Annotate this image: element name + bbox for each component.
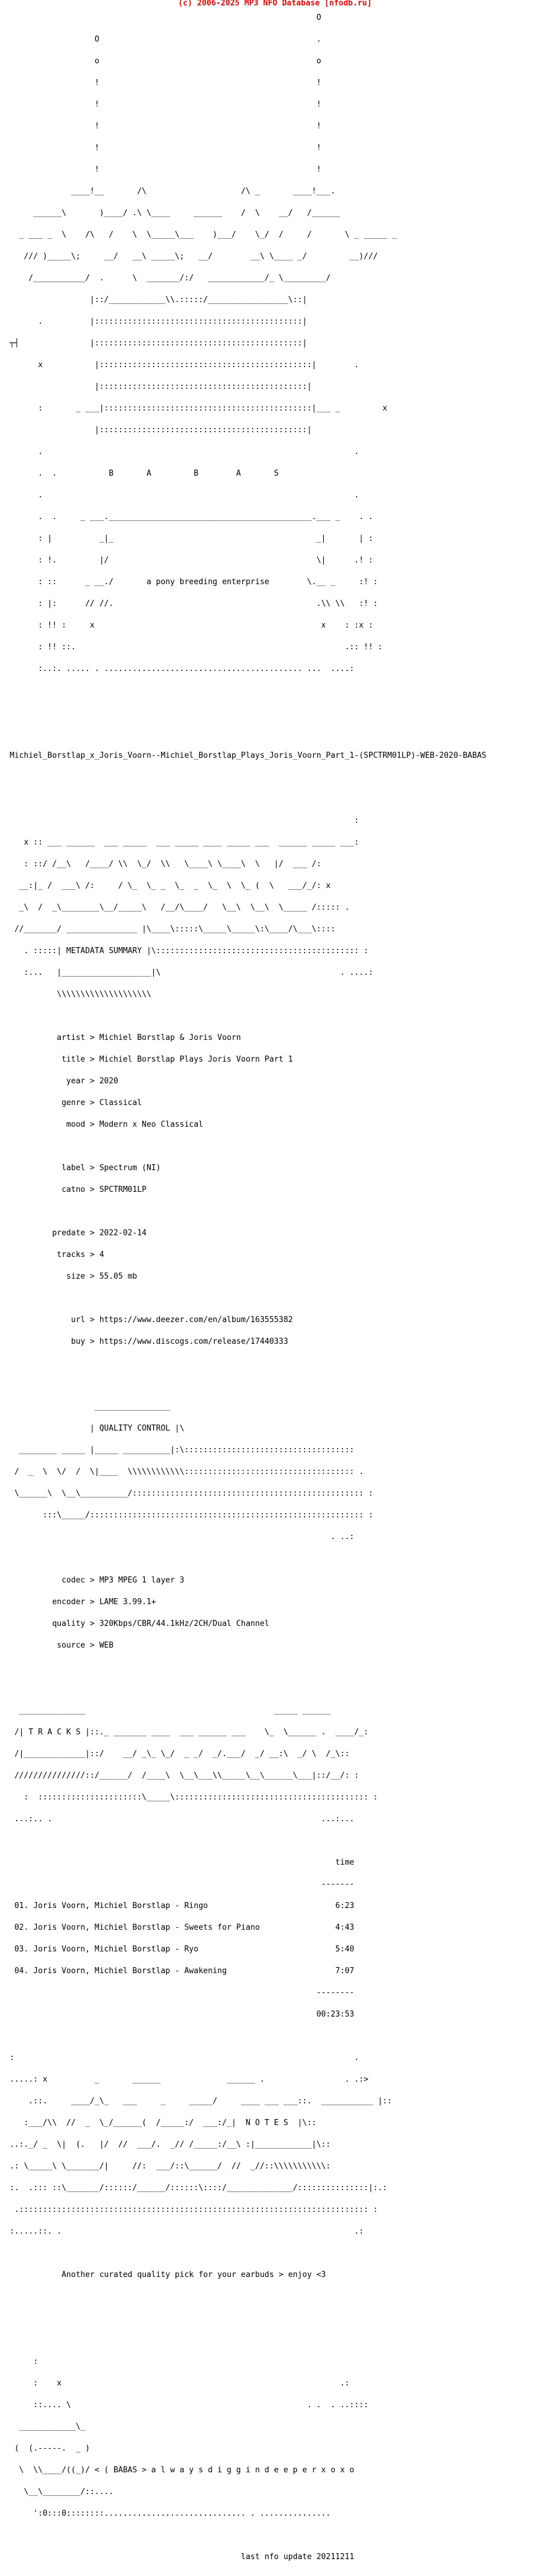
logo-art-line: : !! ::. .:: !! :	[10, 643, 383, 652]
quality-art-line: ________ _____ |_____ __________|:\::::::::::::::::::::::::::::::::::::	[10, 1446, 355, 1455]
blank-line	[10, 1360, 487, 1367]
metadata-art-line: x :: ___ ______ ___ _____ ___ _____ ____ _____ ___ ______ _____ ___:	[10, 838, 359, 847]
metadata-art-line: : ::/ /__\ /____/ \\ \_/ \\ \____\ \____\ \ |/ ___ /:	[10, 860, 321, 869]
metadata-art-line: \\\\\\\\\\\\\\\\\\\\	[10, 990, 151, 999]
metadata-art-line: //_______/ _______________ |\____\:::::\_____\_____\:\____/\___\::::	[10, 925, 336, 934]
metadata-row: genre > Classical	[10, 1098, 142, 1107]
metadata-row: artist > Michiel Borstlap & Joris Voorn	[10, 1033, 241, 1042]
blank-line	[10, 1555, 487, 1563]
logo-art-line: ______\ )____/ .\ \____ ______ / \ __/ /______	[10, 209, 340, 218]
footer-art-line: ::.... \ . . . ..::::	[10, 2401, 368, 2410]
metadata-row: size > 55.05 mb	[10, 1272, 138, 1281]
total-time: 00:23:53	[10, 2010, 355, 2019]
blank-line	[10, 2033, 487, 2040]
track-row: 02. Joris Voorn, Michiel Borstlap - Sweets for Piano 4:43	[10, 1923, 355, 1932]
logo-art-line: . .	[10, 491, 359, 500]
tracks-art-line: : ::::::::::::::::::::::\_____\::::::::::::::::::::::::::::::::::::::::: :	[10, 1793, 378, 1802]
quality-art-line: / _ \ \/ / \|____ \\\\\\\\\\\\:::::::::::::::::::::::::::::::::::: .	[10, 1467, 364, 1476]
tracks-time-header: time	[10, 1858, 355, 1867]
blank-line	[10, 1208, 487, 1215]
metadata-row: label > Spectrum (NI)	[10, 1164, 161, 1173]
logo-art-line: : !. |/ \| .! :	[10, 556, 373, 565]
logo-art-line: ┬┤ |::::::::::::::::::::::::::::::::::::::::::::|	[10, 339, 308, 348]
notes-art-line: .....: x _ ______ ______ . . .:>	[10, 2075, 368, 2084]
release-name: Michiel_Borstlap_x_Joris_Voorn--Michiel_Borstlap_Plays_Joris_Voorn_Part_1-(SPCTRM01LP)-WEB-2020-BABAS	[10, 751, 487, 760]
quality-art-line: \______\ \__\__________/::::::::::::::::::::::::::::::::::::::::::::::::: :	[10, 1489, 373, 1498]
quality-row: encoder > LAME 3.99.1+	[10, 1598, 156, 1607]
footer-art-line: ':0:::0::::::::.............................. . ...............	[10, 2509, 331, 2518]
notes-art-line: :___/\\ // _ \_/______( /_____:/ ___:/_| N O T E S |\::	[10, 2118, 317, 2127]
quality-row: source > WEB	[10, 1641, 114, 1650]
blank-line	[10, 1382, 487, 1389]
blank-line	[10, 1838, 487, 1845]
metadata-art-line: _\ / _\________\__/_____\ /__/\____/ \__\ \__\ \_____ /::::: .	[10, 903, 350, 912]
tagline-line: : :: _ __./ a pony breeding enterprise \.__ _ :! :	[10, 578, 378, 587]
notes-art-line: :.....::. . .:	[10, 2227, 364, 2236]
tracks-heading: /| T R A C K S |::._ _______ ____ ___ ______ ___ \_ \______ . ____/_:	[10, 1728, 368, 1737]
blank-line	[10, 796, 487, 803]
metadata-summary-heading: . :::::| METADATA SUMMARY |\::::::::::::::::::::::::::::::::::::::::::: :	[10, 946, 368, 956]
tracks-rule: -------	[10, 1880, 355, 1889]
logo-art-line: ! !	[10, 122, 321, 131]
metadata-art-line: __:|_ / ___\ /: / \_ \_ _ \_ _ \_ \ \_ ( \ ___/_/: x	[10, 881, 331, 890]
track-row: 04. Joris Voorn, Michiel Borstlap - Awakening 7:07	[10, 1967, 355, 1976]
logo-art-line: . . _ ___.___________________________________________.___ _ . .	[10, 512, 373, 521]
blank-line	[10, 2293, 487, 2300]
blank-line	[10, 1664, 487, 1671]
blank-line	[10, 2532, 487, 2539]
tracks-art-line: ______________ _____ ______	[10, 1706, 331, 1715]
notes-art-line: .: \_____\ \_______/| //: ___/::\______/ // _//::\\\\\\\\\\\:	[10, 2162, 331, 2171]
notes-art-line: :. .::: ::\_______/::::::/______/::::::\::::/______________/:::::::::::::::|:.:	[10, 2184, 388, 2193]
logo-art-line: x |:::::::::::::::::::::::::::::::::::::::::::::| .	[10, 361, 359, 370]
logo-art-line: |::::::::::::::::::::::::::::::::::::::::::::|	[10, 426, 312, 435]
logo-art-line: /___________/ . \ _______/:/ ____________/_ \_________/	[10, 274, 331, 283]
blank-line	[10, 1686, 487, 1693]
blank-line	[10, 1295, 487, 1302]
tracks-art-line: /|_____________|::/ __/ _\_ \_/ _ _/ _/.___/ _/ __:\ _/ \ /_\::	[10, 1749, 350, 1759]
nfodb-copyright-header[interactable]: (c) 2006-2025 MP3 NFO Database [nfodb.ru]	[178, 0, 372, 8]
quality-row: quality > 320Kbps/CBR/44.1kHz/2CH/Dual Channel	[10, 1619, 270, 1628]
logo-art-line: |::/____________\\.:::::/_________________\::|	[10, 295, 308, 304]
logo-art-line: |::::::::::::::::::::::::::::::::::::::::::::|	[10, 382, 312, 391]
logo-art-line: O .	[10, 35, 321, 44]
notes-heading: ..:._/ _ \| (. |/ // ___/. _// /_____:/__\ :|____________|\::	[10, 2140, 331, 2149]
blank-line	[10, 1013, 487, 1020]
metadata-row-url: url > https://www.deezer.com/en/album/163555382	[10, 1315, 293, 1324]
logo-art-line: : |: // //. .\\ \\ :! :	[10, 599, 378, 608]
metadata-row: year > 2020	[10, 1077, 119, 1086]
logo-art-line: ! !	[10, 100, 321, 109]
quality-art-line: :::\_____/:::::::::::::::::::::::::::::::::::::::::::::::::::::::::: :	[10, 1511, 373, 1520]
quality-art-line: . ..:	[10, 1532, 355, 1542]
blank-line	[10, 774, 487, 781]
logo-art-line: :..:. ..... . .......................................... ... ....:	[10, 664, 355, 673]
footer-art-line: ____________\_	[10, 2422, 86, 2431]
footer-art-line: : x .:	[10, 2379, 350, 2388]
blank-line	[10, 2315, 487, 2322]
logo-art-line: ____!__ /\ /\ _ ____!___.	[10, 187, 336, 196]
footer-art-line: ( (.-----. _ )	[10, 2444, 90, 2453]
nfo-document	[10, 7, 487, 2575]
metadata-row: title > Michiel Borstlap Plays Joris Voorn Part 1	[10, 1055, 293, 1064]
blank-line	[10, 709, 487, 716]
logo-art-line: _ ___ _ \ /\ / \ \_____\___ )___/ \_/ / / \ _ _____ _	[10, 230, 397, 239]
logo-art-line: : !! : x x : :x :	[10, 621, 373, 630]
logo-art-line: ! !	[10, 165, 321, 174]
logo-art-line: ! !	[10, 78, 321, 87]
blank-line	[10, 731, 487, 738]
logo-art-line: /// )_____\; __/ __\ _____\; __/ __\ \____ _/ __)///	[10, 252, 378, 261]
logo-art-line: : | _|_ _| | :	[10, 534, 373, 543]
logo-art-line: : _ ___|::::::::::::::::::::::::::::::::::::::::::::|___ _ x	[10, 404, 388, 413]
logo-art-line: O	[10, 13, 321, 22]
tracks-art-line: ///////////////::/______/ /____\ \__\___\\_____\__\______\___|::/__/: :	[10, 1771, 359, 1780]
notes-text: Another curated quality pick for your earbuds > enjoy <3	[10, 2270, 326, 2279]
blank-line	[10, 2250, 487, 2257]
metadata-row: predate > 2022-02-14	[10, 1229, 147, 1238]
metadata-art-line: :... |___________________|\ . ....:	[10, 968, 373, 977]
quality-art-line: ________________	[10, 1402, 171, 1411]
footer-slogan: \ \\____/((_)/ < ( BABAS > a l w a y s d i g g i n d e e p e r x o x o	[10, 2466, 355, 2475]
metadata-row: catno > SPCTRM01LP	[10, 1185, 147, 1194]
total-rule: --------	[10, 1988, 355, 1997]
metadata-row: tracks > 4	[10, 1250, 104, 1259]
blank-line	[10, 687, 487, 694]
metadata-row: mood > Modern x Neo Classical	[10, 1120, 203, 1129]
metadata-row-buy: buy > https://www.discogs.com/release/17440333	[10, 1337, 288, 1346]
group-name-line: . . B A B A S	[10, 469, 279, 478]
footer-art-line: :	[10, 2357, 38, 2366]
logo-art-line: o o	[10, 57, 321, 66]
last-update: last nfo update 20211211	[10, 2552, 355, 2562]
track-row: 03. Joris Voorn, Michiel Borstlap - Ryo 5:40	[10, 1945, 355, 1954]
notes-art-line: : .	[10, 2053, 359, 2062]
logo-art-line: . |::::::::::::::::::::::::::::::::::::::::::::|	[10, 317, 308, 326]
quality-control-heading: | QUALITY CONTROL |\	[10, 1424, 185, 1433]
logo-art-line: . .	[10, 447, 359, 456]
logo-art-line: ! !	[10, 143, 321, 153]
blank-line	[10, 2337, 487, 2344]
metadata-art-line: :	[10, 816, 359, 825]
notes-art-line: .:::::::::::::::::::::::::::::::::::::::::::::::::::::::::::::::::::::::::: :	[10, 2205, 378, 2214]
quality-row: codec > MP3 MPEG 1 layer 3	[10, 1576, 185, 1585]
notes-art-line: .::. ____/_\_ ___ _ _____/ ____ ___ ___::. ___________ |::	[10, 2097, 392, 2106]
track-row: 01. Joris Voorn, Michiel Borstlap - Ringo 6:23	[10, 1901, 355, 1910]
footer-art-line: \__\________/::....	[10, 2487, 114, 2496]
blank-line	[10, 1143, 487, 1150]
tracks-art-line: ...:.. . ...:...	[10, 1815, 355, 1824]
